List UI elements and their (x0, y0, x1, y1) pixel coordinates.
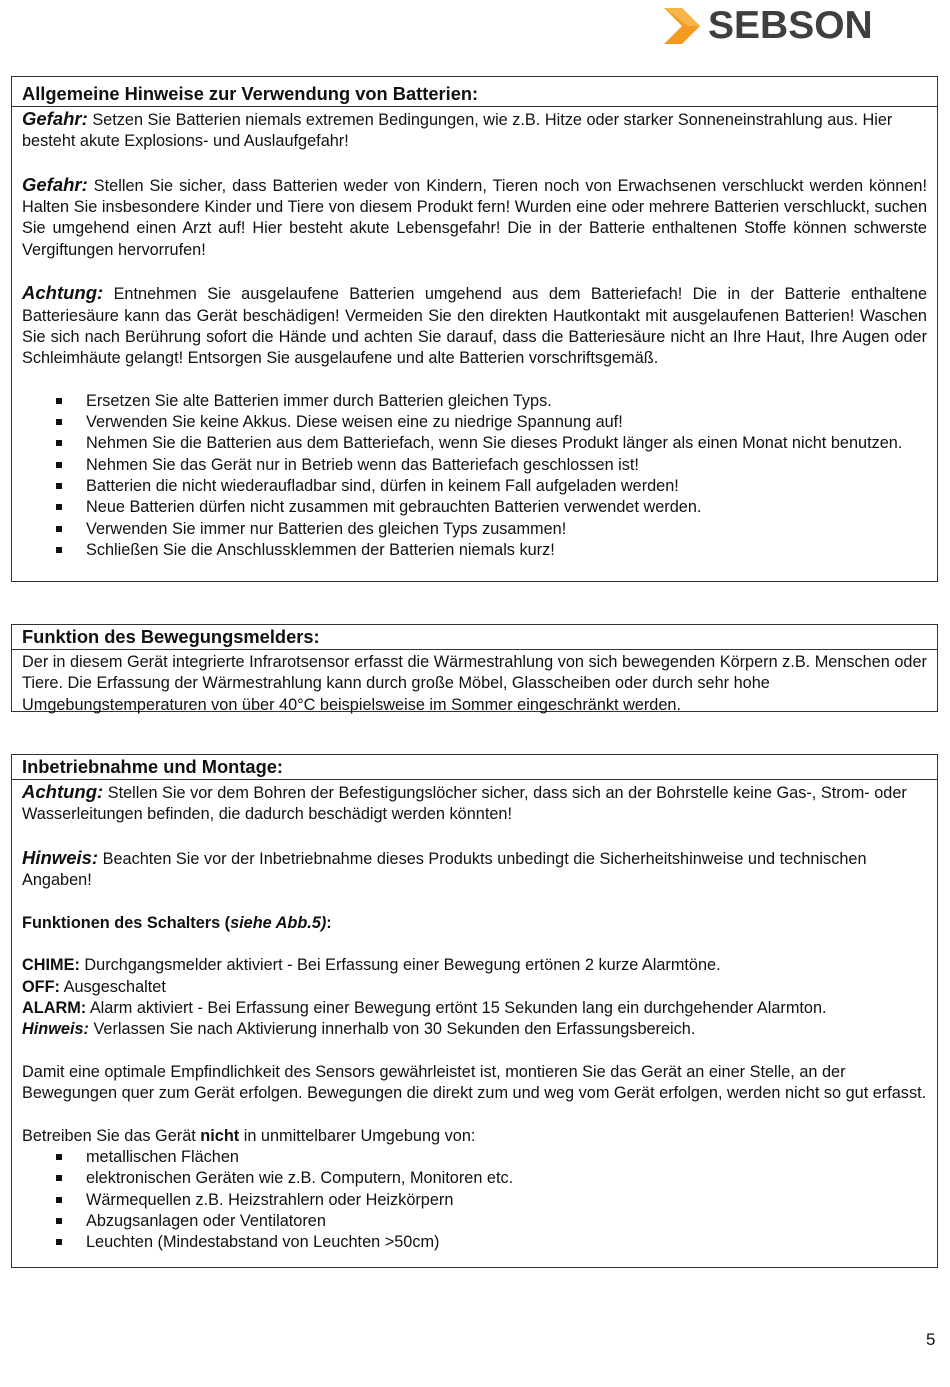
setup-hint: Hinweis: Beachten Sie vor der Inbetriebnahme dieses Produkts unbedingt die Sicherheitshinweise und technischen Angaben! (22, 846, 867, 890)
list-item: Wärmequellen z.B. Heizstrahlern oder Heizkörpern (22, 1190, 927, 1211)
setup-title: Inbetriebnahme und Montage: (12, 755, 937, 780)
battery-notes-title: Allgemeine Hinweise zur Verwendung von Batterien: (12, 77, 937, 107)
battery-danger-1: Gefahr: Setzen Sie Batterien niemals extremen Bedingungen, wie z.B. Hitze oder starker Sonneneinstrahlung aus. Hier besteht akute Explosions- und Auslaufgefahr! (22, 108, 893, 151)
list-item: Nehmen Sie die Batterien aus dem Batteriefach, wenn Sie dieses Produkt länger als einen Monat nicht benutzen. (22, 433, 927, 454)
logo-text: SEBSON (708, 4, 873, 47)
switch-chime: CHIME: Durchgangsmelder aktiviert - Bei Erfassung einer Bewegung ertönen 2 kurze Alarmtöne. (22, 956, 721, 975)
page-number: 5 (926, 1330, 936, 1349)
battery-bullet-list (22, 391, 927, 561)
list-item: metallischen Flächen (22, 1147, 927, 1168)
operation-intro: Betreiben Sie das Gerät nicht in unmittelbarer Umgebung von: (22, 1126, 476, 1145)
battery-notes-box (11, 76, 938, 582)
mounting-text: Damit eine optimale Empfindlichkeit des Sensors gewährleistet ist, montieren Sie das Gerät an einer Stelle, an der Bewegungen quer zum Gerät erfolgen. Bewegungen die direkt zum und weg vom Gerät erfolgen, werden nicht so gut erfasst. (22, 1062, 927, 1103)
motion-sensor-text: Der in diesem Gerät integrierte Infrarotsensor erfasst die Wärmestrahlung von sich bewegenden Körpern z.B. Menschen oder Tiere. Die Erfassung der Wärmestrahlung kann durch große Möbel, Glasscheiben oder durch sehr hohe Umgebungstemperaturen von über 40°C beispielsweise im Sommer eingeschränkt werden. (22, 653, 927, 714)
setup-box (11, 754, 938, 1268)
switch-off: OFF: Ausgeschaltet (22, 977, 166, 996)
motion-sensor-box (11, 624, 938, 712)
list-item: Verwenden Sie keine Akkus. Diese weisen eine zu niedrige Spannung auf! (22, 412, 927, 433)
list-item: Ersetzen Sie alte Batterien immer durch Batterien gleichen Typs. (22, 391, 927, 412)
list-item: Verwenden Sie immer nur Batterien des gleichen Typs zusammen! (22, 519, 927, 540)
list-item: Neue Batterien dürfen nicht zusammen mit gebrauchten Batterien verwendet werden. (22, 497, 927, 518)
motion-sensor-title: Funktion des Bewegungsmelders: (12, 625, 937, 650)
battery-danger-2: Gefahr: Stellen Sie sicher, dass Batterien weder von Kindern, Tieren noch von Erwachsenen verschluckt werden können! Halten Sie insbesondere Kinder und Tiere von diesem Produkt fern! Wurden eine oder mehrere Batterien verschluckt, suchen Sie umgehend einen Arzt auf! Hier besteht akute Lebensgefahr! Die in der Batterie enthaltenen Stoffe können schwerste Vergiftungen hervorrufen! (22, 173, 927, 259)
avoid-list (22, 1147, 927, 1253)
setup-caution: Achtung: Stellen Sie vor dem Bohren der Befestigungslöcher sicher, dass sich an der Bohrstelle keine Gas-, Strom- oder Wasserleitungen befinden, die dadurch beschädigt werden könnten! (22, 781, 907, 824)
list-item: elektronischen Geräten wie z.B. Computern, Monitoren etc. (22, 1168, 927, 1189)
switch-alarm: ALARM: Alarm aktiviert - Bei Erfassung einer Bewegung ertönt 15 Sekunden lang ein durchgehender Alarmton. (22, 998, 827, 1017)
list-item: Batterien die nicht wiederaufladbar sind, dürfen in keinem Fall aufgeladen werden! (22, 476, 927, 497)
chevron-logo-icon (660, 6, 704, 46)
switch-functions-heading: Funktionen des Schalters (siehe Abb.5): (22, 913, 332, 932)
battery-caution: Achtung: Entnehmen Sie ausgelaufene Batterien umgehend aus dem Batteriefach! Die in der Batterie enthaltene Batteriesäure kann das Gerät beschädigen! Vermeiden Sie den direkten Hautkontakt mit ausgelaufenen Batterien! Waschen Sie sich nach Berührung sofort die Hände und achten Sie darauf, dass die Batteriesäure nicht an Ihre Haut, Ihre Augen oder Schleimhäute gelangt! Entsorgen Sie ausgelaufene und alte Batterien vorschriftsgemäß. (22, 282, 927, 368)
list-item: Schließen Sie die Anschlussklemmen der Batterien niemals kurz! (22, 540, 927, 561)
list-item: Nehmen Sie das Gerät nur in Betrieb wenn das Batteriefach geschlossen ist! (22, 455, 927, 476)
sebson-logo (660, 6, 882, 46)
switch-hint: Hinweis: Verlassen Sie nach Aktivierung innerhalb von 30 Sekunden den Erfassungsbereich. (22, 1020, 696, 1039)
list-item: Abzugsanlagen oder Ventilatoren (22, 1211, 927, 1232)
list-item: Leuchten (Mindestabstand von Leuchten >50cm) (22, 1232, 927, 1253)
